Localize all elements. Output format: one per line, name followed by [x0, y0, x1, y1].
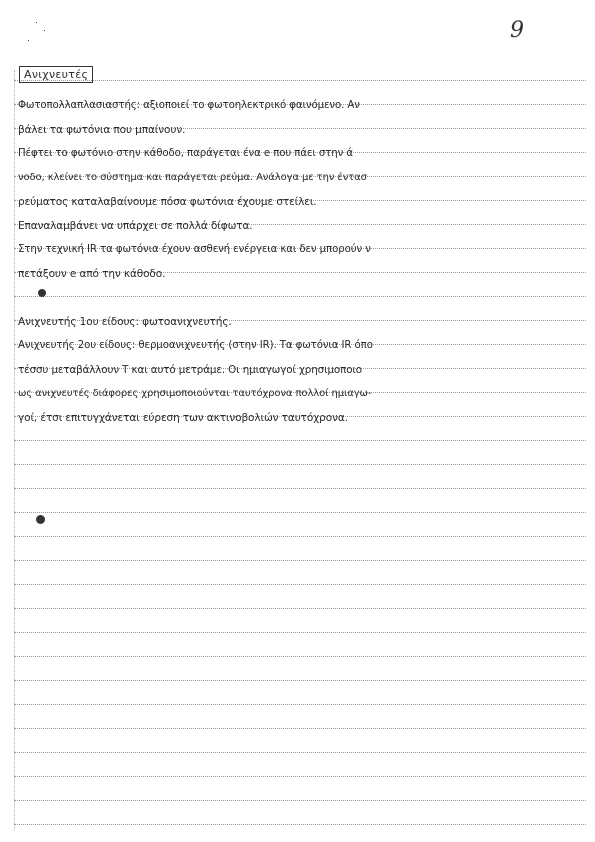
ruled-line — [14, 440, 586, 441]
handwritten-line: ως ανιχνευτές διάφορες χρησιμοποιούνται ταυτόχρονα πολλοί ημιαγω- — [18, 388, 372, 399]
paper-speck — [36, 22, 37, 23]
ruled-line — [14, 776, 586, 777]
handwritten-line: Στην τεχνική IR τα φωτόνια έχουν ασθενή ενέργεια και δεν μπορούν ν — [18, 244, 371, 255]
punch-hole-mark — [38, 289, 46, 297]
ruled-line — [14, 608, 586, 609]
ruled-line — [14, 80, 586, 81]
handwritten-line: τέσσυ μεταβάλλουν T και αυτό μετράμε. Οι ημιαγωγοί χρησιμοποιο — [18, 364, 363, 376]
handwritten-line: Επαναλαμβάνει να υπάρχει σε πολλά δίφωτα. — [18, 220, 253, 232]
handwritten-line: Πέφτει το φωτόνιο στην κάθοδο, παράγεται ένα e που πάει στην ά — [18, 148, 353, 159]
handwritten-line: Ανιχνευτής 2ου είδους: θερμοανιχνευτής (στην IR). Τα φωτόνια IR όπο — [18, 340, 373, 351]
ruled-line — [14, 512, 586, 513]
ruled-line — [14, 536, 586, 537]
ruled-line — [14, 464, 586, 465]
ruled-line — [14, 632, 586, 633]
ruled-line — [14, 560, 586, 561]
page-number: 9 — [510, 18, 524, 43]
paper-speck — [28, 40, 29, 41]
section-heading: Ανιχνευτές — [19, 66, 93, 83]
ruled-line — [14, 296, 586, 297]
ruled-line — [14, 752, 586, 753]
ruled-line — [14, 680, 586, 681]
handwritten-line: Φωτοπολλαπλασιαστής: αξιοποιεί το φωτοηλεκτρικό φαινόμενο. Αν — [18, 100, 360, 111]
ruled-line — [14, 704, 586, 705]
handwritten-line: βάλει τα φωτόνια που μπαίνουν. — [18, 124, 186, 136]
paper-speck — [44, 30, 45, 31]
handwritten-line: γοί, έτσι επιτυγχάνεται εύρεση των ακτινοβολιών ταυτόχρονα. — [18, 412, 348, 424]
ruled-line — [14, 800, 586, 801]
ruled-line — [14, 488, 586, 489]
ruled-line — [14, 656, 586, 657]
handwritten-line: Ανιχνευτής 1ου είδους: φωτοανιχνευτής. — [18, 316, 232, 328]
handwritten-line: νοδο, κλείνει το σύστημα και παράγεται ρεύμα. Ανάλογα με την έντασ — [18, 172, 367, 183]
ruled-line — [14, 728, 586, 729]
margin-line — [14, 70, 15, 830]
handwritten-line: ρεύματος καταλαβαίνουμε πόσα φωτόνια έχουμε στείλει. — [18, 196, 317, 208]
ruled-line — [14, 824, 586, 825]
punch-hole-mark — [36, 515, 45, 524]
handwritten-line: πετάξουν e από την κάθοδο. — [18, 268, 166, 280]
ruled-line — [14, 584, 586, 585]
